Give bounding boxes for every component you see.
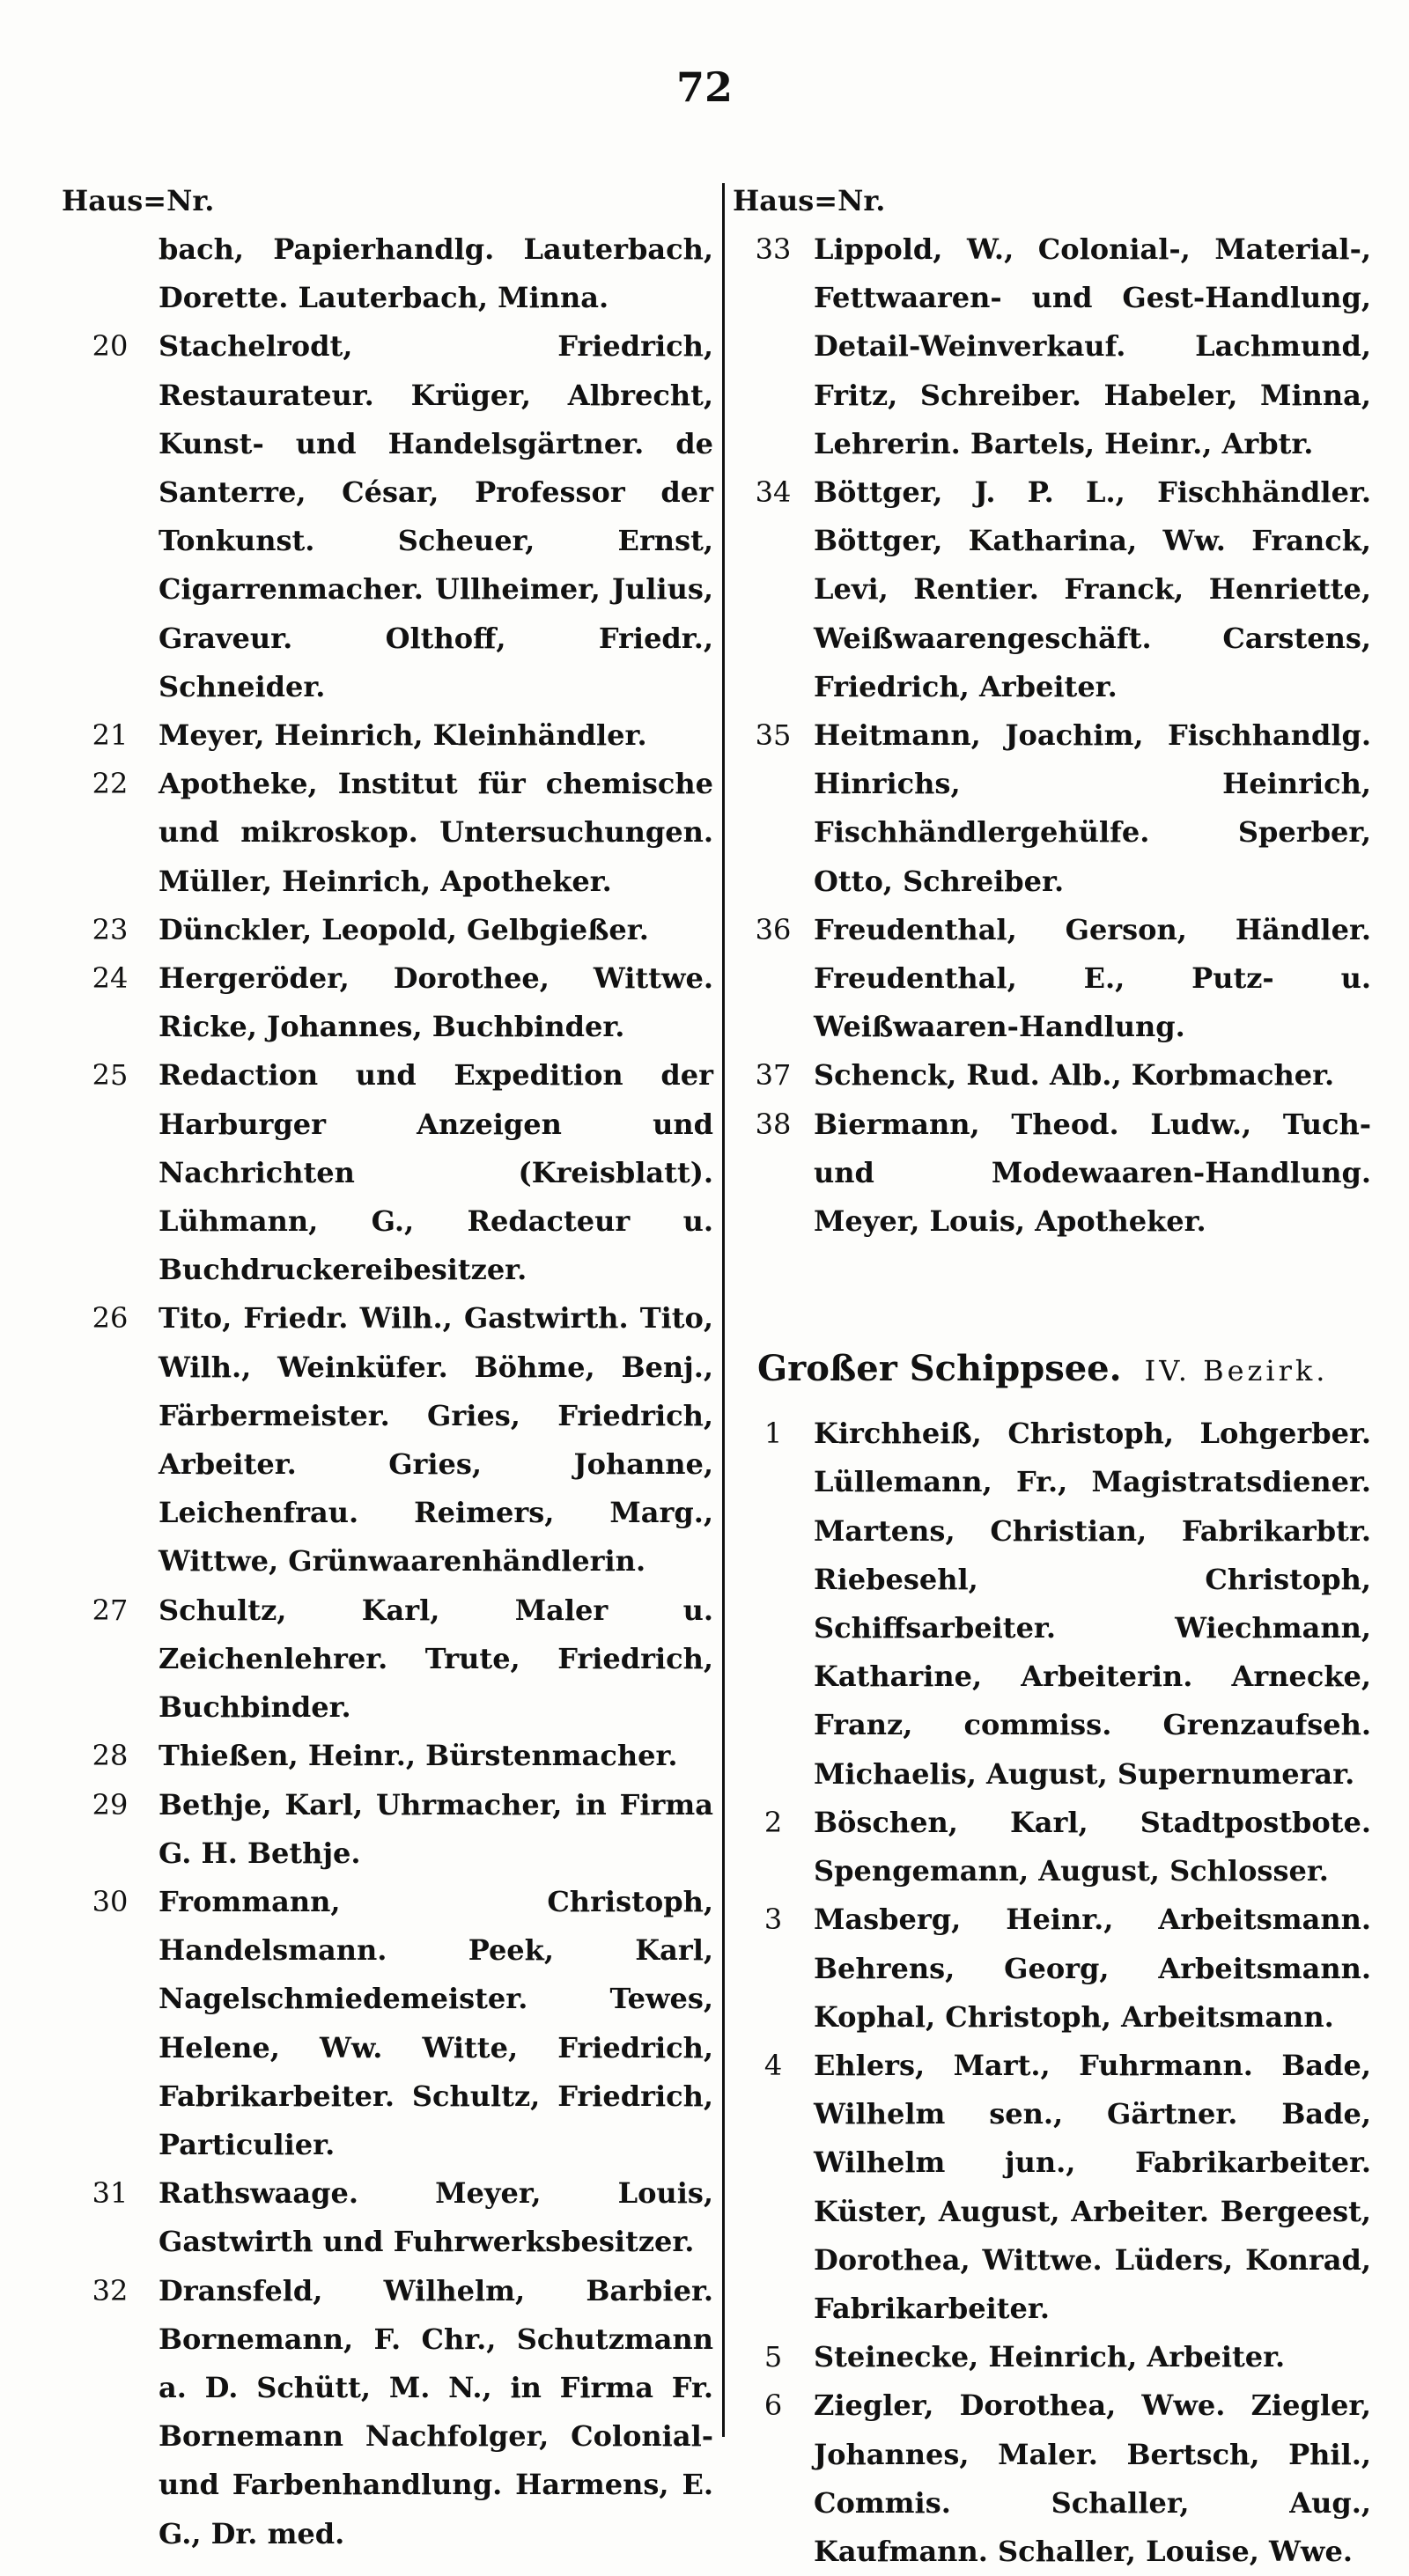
resident-list: Ehlers, Mart., Fuhrmann. Bade, Wilhelm sen., Gärtner. Bade, Wilhelm jun., Fabrikarbeiter. Küster, August, Arbeiter. Bergeest, Dorothea, Wittwe. Lüders, Konrad, Fabrikarbeiter. bbox=[814, 2048, 1371, 2325]
left-entry-list bbox=[62, 225, 713, 2558]
directory-entry bbox=[62, 906, 713, 954]
house-number: 25 bbox=[92, 1058, 129, 1093]
directory-entry bbox=[62, 1294, 713, 1586]
house-number: 38 bbox=[755, 1107, 792, 1141]
house-number: 6 bbox=[764, 2388, 783, 2423]
resident-list: Böschen, Karl, Stadtpostbote. Spengemann, August, Schlosser. bbox=[814, 1805, 1371, 1888]
house-number: 20 bbox=[92, 329, 129, 364]
directory-entry bbox=[733, 1051, 1371, 1100]
house-number: 28 bbox=[92, 1739, 129, 1773]
district-label: IV. Bezirk. bbox=[1144, 1354, 1329, 1388]
resident-list: Dransfeld, Wilhelm, Barbier. Bornemann, F. Chr., Schutzmann a. D. Schütt, M. N., in Firma Fr. Bornemann Nachfolger, Colonial- und Farbenhandlung. Harmens, E. G., Dr. med. bbox=[159, 2273, 713, 2550]
resident-list: Ziegler, Dorothea, Wwe. Ziegler, Johannes, Maler. Bertsch, Phil., Commis. Schaller, Aug., Kaufmann. Schaller, Louise, Wwe. bbox=[814, 2388, 1371, 2568]
house-number: 3 bbox=[764, 1903, 783, 1937]
directory-entry bbox=[733, 711, 1371, 906]
resident-list: Tito, Friedr. Wilh., Gastwirth. Tito, Wilh., Weinküfer. Böhme, Benj., Färbermeister. Gries, Friedrich, Arbeiter. Gries, Johanne, Leichenfrau. Reimers, Marg., Wittwe, Grünwaarenhändlerin. bbox=[159, 1301, 713, 1579]
house-number: 24 bbox=[92, 961, 129, 996]
house-number: 1 bbox=[764, 1417, 783, 1451]
directory-entry bbox=[62, 2267, 713, 2558]
left-column bbox=[62, 176, 713, 2558]
directory-entry bbox=[733, 1895, 1371, 2042]
resident-list: Bethje, Karl, Uhrmacher, in Firma G. H. Bethje. bbox=[159, 1787, 713, 1870]
street-name: Großer Schippsee. bbox=[757, 1348, 1122, 1390]
directory-entry bbox=[733, 2333, 1371, 2381]
directory-entry bbox=[62, 954, 713, 1051]
house-number: 33 bbox=[755, 232, 792, 266]
house-number: 26 bbox=[92, 1301, 129, 1336]
resident-list: Masberg, Heinr., Arbeitsmann. Behrens, Georg, Arbeitsmann. Kophal, Christoph, Arbeitsmann. bbox=[814, 1903, 1371, 2034]
resident-list: Stachelrodt, Friedrich, Restaurateur. Krüger, Albrecht, Kunst- und Handelsgärtner. de Santerre, César, Professor der Tonkunst. Scheuer, Ernst, Cigarrenmacher. Ullheimer, Julius, Graveur. Olthoff, Friedr., Schneider. bbox=[159, 329, 713, 703]
resident-list: Thießen, Heinr., Bürstenmacher. bbox=[159, 1739, 678, 1773]
resident-list: Kirchheiß, Christoph, Lohgerber. Lüllemann, Fr., Magistratsdiener. Martens, Christian, Fabrikarbtr. Riebesehl, Christoph, Schiffsarbeiter. Wiechmann, Katharine, Arbeiterin. Arnecke, Franz, commiss. Grenzaufseh. Michaelis, August, Supernumerar. bbox=[814, 1417, 1371, 1791]
street-section-heading bbox=[733, 1344, 1371, 1395]
house-number: 32 bbox=[92, 2273, 129, 2307]
page-number: 72 bbox=[675, 63, 733, 111]
house-number: 23 bbox=[92, 912, 129, 946]
resident-list: Steinecke, Heinrich, Arbeiter. bbox=[814, 2340, 1286, 2374]
resident-list: Apotheke, Institut für chemische und mikroskop. Untersuchungen. Müller, Heinrich, Apotheker. bbox=[159, 767, 713, 898]
house-number: 37 bbox=[755, 1058, 792, 1093]
directory-entry bbox=[62, 1781, 713, 1878]
house-number: 34 bbox=[755, 475, 792, 510]
resident-list: Redaction und Expedition der Harburger Anzeigen und Nachrichten (Kreisblatt). Lühmann, G., Redacteur u. Buchdruckereibesitzer. bbox=[159, 1058, 713, 1287]
directory-entry bbox=[733, 1409, 1371, 1799]
resident-list: Freudenthal, Gerson, Händler. Freudenthal, E., Putz- u. Weißwaaren-Handlung. bbox=[814, 912, 1371, 1044]
resident-list: Hergeröder, Dorothee, Wittwe. Ricke, Johannes, Buchbinder. bbox=[159, 961, 713, 1044]
directory-entry bbox=[62, 2169, 713, 2266]
directory-entry bbox=[733, 225, 1371, 468]
directory-entry bbox=[62, 1732, 713, 1780]
directory-entry bbox=[733, 1100, 1371, 1247]
house-number: 35 bbox=[755, 718, 792, 753]
house-number: 21 bbox=[92, 718, 129, 753]
house-number: 27 bbox=[92, 1593, 129, 1627]
directory-entry bbox=[62, 1878, 713, 2169]
resident-list: Frommann, Christoph, Handelsmann. Peek, Karl, Nagelschmiedemeister. Tewes, Helene, Ww. Witte, Friedrich, Fabrikarbeiter. Schultz, Friedrich, Particulier. bbox=[159, 1884, 713, 2161]
house-number: 4 bbox=[764, 2048, 783, 2082]
house-number: 22 bbox=[92, 767, 129, 801]
directory-entry bbox=[62, 760, 713, 906]
resident-list: Meyer, Heinrich, Kleinhändler. bbox=[159, 718, 647, 753]
directory-entry bbox=[733, 2042, 1371, 2333]
directory-entry bbox=[62, 225, 713, 322]
house-number bbox=[62, 225, 159, 322]
house-number: 5 bbox=[764, 2340, 783, 2374]
resident-list: bach, Papierhandlg. Lauterbach, Dorette. Lauterbach, Minna. bbox=[159, 232, 713, 315]
resident-list: Schultz, Karl, Maler u. Zeichenlehrer. Trute, Friedrich, Buchbinder. bbox=[159, 1593, 713, 1725]
right-column bbox=[733, 176, 1371, 2576]
section-entry-list bbox=[733, 1409, 1371, 2576]
house-number: 29 bbox=[92, 1787, 129, 1822]
directory-entry bbox=[62, 1051, 713, 1294]
directory-entry bbox=[62, 1586, 713, 1733]
resident-list: Schenck, Rud. Alb., Korbmacher. bbox=[814, 1058, 1335, 1093]
resident-list: Biermann, Theod. Ludw., Tuch- und Modewaaren-Handlung. Meyer, Louis, Apotheker. bbox=[814, 1107, 1371, 1239]
house-number: 31 bbox=[92, 2176, 129, 2211]
right-entry-list bbox=[733, 225, 1371, 1246]
house-number: 30 bbox=[92, 1884, 129, 1918]
resident-list: Heitmann, Joachim, Fischhandlg. Hinrichs, Heinrich, Fischhändlergehülfe. Sperber, Otto, Schreiber. bbox=[814, 718, 1371, 898]
directory-entry bbox=[733, 2381, 1371, 2576]
directory-entry bbox=[733, 468, 1371, 711]
resident-list: Dünckler, Leopold, Gelbgießer. bbox=[159, 912, 649, 946]
resident-list: Lippold, W., Colonial-, Material-, Fettwaaren- und Gest-Handlung, Detail-Weinverkauf. Lachmund, Fritz, Schreiber. Habeler, Minna, Lehrerin. Bartels, Heinr., Arbtr. bbox=[814, 232, 1371, 460]
house-number-header: Haus=Nr. bbox=[62, 184, 215, 217]
house-number: 2 bbox=[764, 1805, 783, 1839]
directory-entry bbox=[733, 906, 1371, 1052]
house-number-header: Haus=Nr. bbox=[733, 184, 886, 217]
directory-entry bbox=[62, 322, 713, 711]
resident-list: Rathswaage. Meyer, Louis, Gastwirth und Fuhrwerksbesitzer. bbox=[159, 2176, 713, 2259]
house-number: 36 bbox=[755, 912, 792, 946]
column-divider bbox=[722, 183, 725, 2437]
directory-entry bbox=[733, 1799, 1371, 1895]
resident-list: Böttger, J. P. L., Fischhändler. Böttger, Katharina, Ww. Franck, Levi, Rentier. Franck, Henriette, Weißwaarengeschäft. Carstens, Friedrich, Arbeiter. bbox=[814, 475, 1371, 703]
directory-entry bbox=[62, 711, 713, 760]
